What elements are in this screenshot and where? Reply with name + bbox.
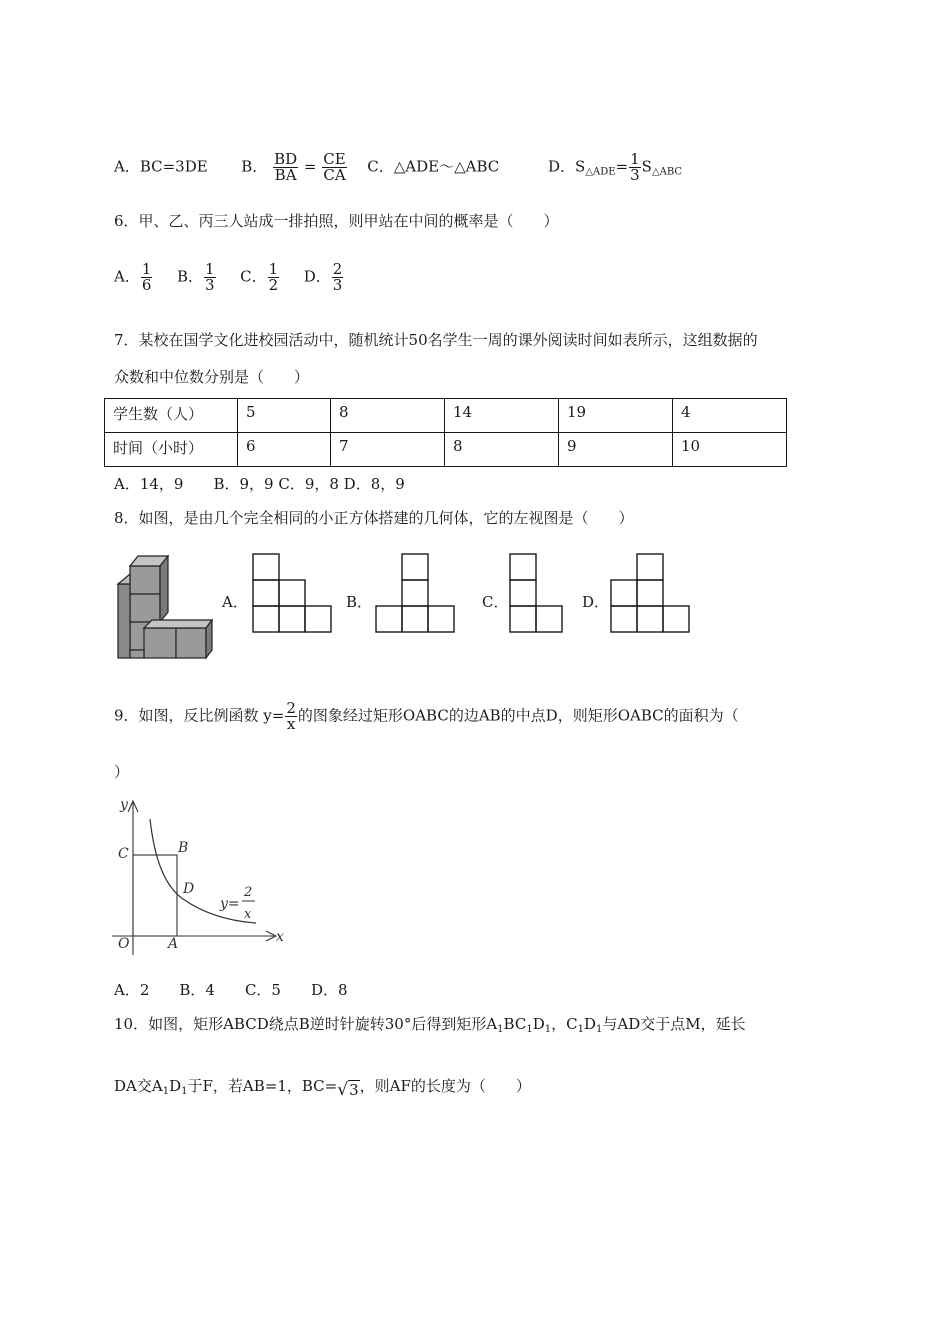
view-square (663, 606, 689, 632)
fraction-numerator: 1 (141, 260, 152, 278)
q9-stem-prefix: 9．如图，反比例函数 y= (114, 706, 285, 725)
q5-option-b-label: B． (241, 157, 268, 176)
table-cell: 7 (331, 433, 445, 467)
cube-top (144, 620, 212, 628)
q9-stem-line-2: ） (114, 763, 130, 781)
fraction-denominator: BA (274, 166, 297, 184)
q6-option-a-label: A． (114, 267, 140, 286)
table-cell: 8 (445, 433, 559, 467)
q6-option-c-fraction (268, 262, 280, 293)
q8-option-c-view (509, 553, 565, 635)
cube-face (130, 594, 160, 622)
q8-option-a-label: A． (222, 593, 248, 611)
curve-label-denominator: x (244, 907, 252, 922)
area-symbol: S (641, 157, 652, 176)
q8-stem: 8．如图，是由几个完全相同的小正方体搭建的几何体，它的左视图是（ ） (114, 509, 634, 527)
table-cell: 6 (238, 433, 331, 467)
q7-stem-line-2: 众数和中位数分别是（ ） (114, 368, 310, 386)
subscript: 1 (181, 1086, 188, 1097)
subscript: 1 (577, 1024, 584, 1035)
cube-top (118, 574, 130, 584)
fraction-numerator: CE (323, 150, 346, 168)
table-row (105, 433, 787, 467)
fraction-denominator: 2 (268, 276, 279, 294)
fraction-denominator: 6 (141, 276, 152, 294)
view-square (402, 554, 428, 580)
q5-option-d-label: D．S (548, 157, 586, 176)
q5-options-row (114, 152, 499, 183)
cube-side (160, 556, 168, 622)
subscript: 1 (526, 1024, 533, 1035)
fraction-numerator: 1 (630, 150, 640, 168)
fraction-denominator: CA (323, 166, 346, 184)
fraction-numerator: 1 (268, 260, 279, 278)
table-cell: 4 (673, 399, 787, 433)
view-square (536, 606, 562, 632)
sqrt-argument: 3 (349, 1081, 359, 1099)
point-c-label: C (118, 846, 129, 862)
fraction-denominator: x (286, 715, 296, 733)
q5-option-d (548, 152, 682, 183)
table-cell: 时间（小时） (105, 433, 238, 467)
equals-sign: = (615, 157, 629, 176)
q9-function-fraction (285, 701, 297, 732)
cube-face (130, 566, 160, 594)
q10-stem-line-2 (114, 1076, 531, 1102)
q6-option-d-label: D． (303, 267, 331, 286)
fraction-denominator: 3 (332, 276, 343, 294)
q8-option-a-view (252, 553, 332, 635)
view-square (611, 606, 637, 632)
q7-stem-line-1: 7．某校在国学文化进校园活动中，随机统计50名学生一周的课外阅读时间如表所示，这组数据的 (114, 331, 758, 349)
text-run: ，则AF的长度为（ ） (359, 1077, 531, 1095)
subscript: 1 (162, 1086, 170, 1097)
cube-face (176, 628, 206, 658)
y-axis-label: y (120, 797, 128, 813)
view-square (376, 606, 402, 632)
q6-option-c-label: C． (240, 267, 267, 286)
text-run: ，C (551, 1015, 578, 1033)
subscript: △ABC (651, 166, 683, 178)
fraction-numerator: 2 (332, 260, 343, 278)
q6-option-b-fraction (204, 262, 216, 293)
view-square (637, 606, 663, 632)
cube-side (118, 584, 130, 658)
q9-options: A．2 B．4 C．5 D．8 (114, 981, 348, 999)
view-square (279, 580, 305, 606)
hyperbola-curve (150, 819, 256, 923)
subscript: 1 (596, 1024, 603, 1035)
view-square (253, 554, 279, 580)
cube-face (130, 650, 144, 658)
text-run: D (169, 1077, 182, 1095)
fraction-numerator: 1 (204, 260, 215, 278)
sqrt-expression (337, 1080, 359, 1100)
fraction-denominator: 3 (630, 166, 640, 184)
point-d-label: D (183, 881, 195, 897)
q9-graph-figure (108, 795, 293, 960)
q8-option-d-label: D． (582, 593, 610, 611)
view-square (510, 580, 536, 606)
table-cell: 9 (559, 433, 673, 467)
subscript: △ADE (585, 166, 616, 178)
equals-sign: = (303, 157, 317, 176)
cube-solid-figure (108, 548, 212, 664)
q7-options: A．14，9 B．9，9 C．9，8 D．8，9 (114, 475, 405, 493)
x-axis-label: x (276, 929, 284, 945)
text-run: DA交A (114, 1077, 163, 1095)
view-square (611, 580, 637, 606)
table-cell: 19 (559, 399, 673, 433)
q6-stem: 6．甲、乙、丙三人站成一排拍照，则甲站在中间的概率是（ ） (114, 212, 559, 230)
text-run: 与AD交于点M，延长 (602, 1015, 746, 1033)
q6-option-a-fraction (141, 262, 153, 293)
fraction-numerator: 2 (286, 699, 296, 717)
table-cell: 5 (238, 399, 331, 433)
origin-label: O (118, 936, 130, 952)
q5-option-a: A．BC=3DE (114, 157, 208, 176)
view-square (428, 606, 454, 632)
table-row (105, 399, 787, 433)
q10-stem-line-1 (114, 1014, 746, 1040)
q5-option-d-fraction (629, 152, 641, 183)
view-square (253, 606, 279, 632)
q6-option-b-label: B． (176, 267, 203, 286)
subscript: 1 (497, 1024, 504, 1035)
fraction-denominator: 3 (204, 276, 215, 294)
view-square (402, 580, 428, 606)
rectangle-oabc (133, 855, 177, 936)
q5-option-c: C．△ADE～△ABC (367, 157, 500, 176)
text-run: D (583, 1015, 596, 1033)
q8-option-d-view (610, 553, 692, 635)
q5-option-b-fraction-1 (273, 152, 298, 183)
point-a-label: A (168, 936, 179, 952)
text-run: 于F，若AB=1，BC= (187, 1077, 338, 1095)
view-square (637, 580, 663, 606)
view-square (510, 606, 536, 632)
view-square (253, 580, 279, 606)
q5-option-b-fraction-2 (322, 152, 346, 183)
q8-option-b-label: B． (346, 593, 373, 611)
view-square (305, 606, 331, 632)
subscript: 1 (544, 1024, 552, 1035)
text-run: D (532, 1015, 545, 1033)
view-square (637, 554, 663, 580)
q8-option-c-label: C． (482, 593, 509, 611)
q8-option-b-view (375, 553, 457, 635)
view-square (279, 606, 305, 632)
q9-stem-suffix: 的图象经过矩形OABC的边AB的中点D，则矩形OABC的面积为（ (297, 706, 739, 725)
text-run: BC (503, 1015, 527, 1033)
point-b-label: B (178, 840, 189, 856)
curve-label-prefix: y= (220, 896, 240, 912)
table-cell: 14 (445, 399, 559, 433)
sqrt-radical-sign: √ (337, 1080, 349, 1100)
view-square (402, 606, 428, 632)
q6-options-row (114, 262, 344, 293)
cube-face (144, 628, 176, 658)
text-run: 10．如图，矩形ABCD绕点B逆时针旋转30°后得到矩形A (114, 1015, 498, 1033)
table-cell: 10 (673, 433, 787, 467)
view-square (510, 554, 536, 580)
reading-time-table (104, 398, 787, 467)
q6-option-d-fraction (332, 262, 344, 293)
q9-stem-line-1 (114, 701, 739, 732)
curve-label-numerator: 2 (244, 885, 253, 900)
table-cell: 学生数（人） (105, 399, 238, 433)
table-cell: 8 (331, 399, 445, 433)
fraction-numerator: BD (274, 150, 298, 168)
